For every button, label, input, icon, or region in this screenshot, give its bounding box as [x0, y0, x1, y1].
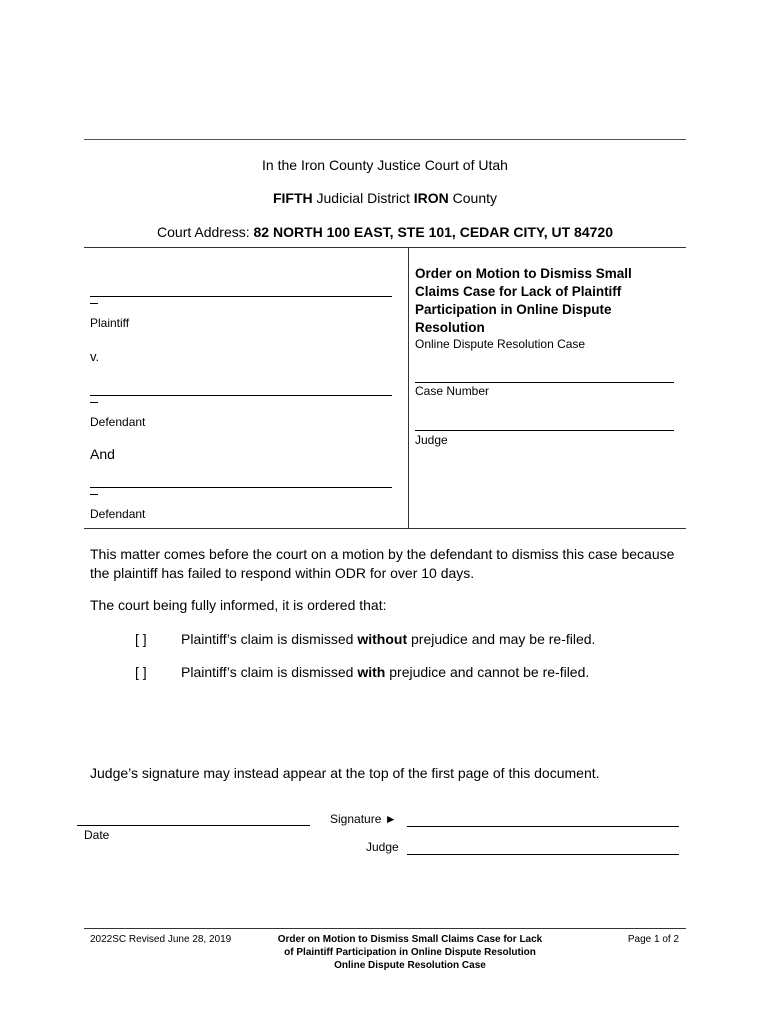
footer-title-line3: Online Dispute Resolution Case: [334, 960, 486, 971]
case-number-line[interactable]: [415, 382, 674, 383]
caption-divider: [408, 247, 409, 529]
top-rule: [84, 139, 686, 140]
signature-label: Signature ►: [330, 812, 397, 826]
defendant2-underscore: [90, 494, 98, 495]
defendant2-label: Defendant: [90, 507, 146, 521]
option-without-checkbox[interactable]: [ ]: [135, 631, 147, 647]
date-line[interactable]: [77, 825, 310, 826]
district-text: Judicial District: [316, 190, 410, 206]
plaintiff-underscore: [90, 303, 98, 304]
signature-note: Judge’s signature may instead appear at the top of the first page of this document.: [90, 765, 600, 781]
district-line: [84, 190, 686, 206]
option-without-bold: without: [357, 631, 408, 647]
option-without-before: Plaintiff’s claim is dismissed: [181, 631, 354, 647]
judge-name-line[interactable]: [415, 430, 674, 431]
defendant1-name-line[interactable]: [90, 395, 392, 396]
motion-paragraph: This matter comes before the court on a motion by the defendant to dismiss this case because the plaintiff has failed to respond within ODR for over 10 days.: [90, 546, 675, 581]
footer-title-line2: of Plaintiff Participation in Online Dispute Resolution: [284, 947, 536, 958]
footer-title-line1: Order on Motion to Dismiss Small Claims Case for Lack: [277, 934, 543, 945]
signature-judge-label: Judge: [366, 840, 399, 854]
option-with-text: [181, 664, 589, 680]
court-address: [84, 224, 686, 240]
order-intro: The court being fully informed, it is ordered that:: [90, 597, 387, 613]
document-subtitle: Online Dispute Resolution Case: [415, 337, 586, 351]
document-title: Order on Motion to Dismiss Small Claims Case for Lack of Plaintiff Participation in Online Dispute Resolution: [415, 266, 632, 335]
option-with-after: prejudice and cannot be re-filed.: [389, 664, 590, 680]
caption-bottom-border: [84, 528, 686, 529]
signature-judge-line[interactable]: [407, 854, 679, 855]
defendant1-label: Defendant: [90, 415, 146, 429]
footer-revision: 2022SC Revised June 28, 2019: [90, 934, 232, 945]
caption-top-border: [84, 247, 686, 248]
address-value: 82 NORTH 100 EAST, STE 101, CEDAR CITY, UT 84720: [253, 224, 613, 240]
footer-title: [260, 933, 560, 972]
caption-judge-label: Judge: [415, 433, 448, 447]
option-with-before: Plaintiff’s claim is dismissed: [181, 664, 354, 680]
option-without-text: [181, 631, 595, 647]
county-name: IRON: [413, 190, 449, 206]
district-number: FIFTH: [272, 190, 313, 206]
footer-page-number: Page 1 of 2: [627, 934, 679, 945]
county-text: County: [452, 190, 498, 206]
signature-line[interactable]: [407, 826, 679, 827]
date-label: Date: [84, 828, 110, 842]
and-label: And: [90, 446, 115, 462]
plaintiff-name-line[interactable]: [90, 296, 392, 297]
defendant1-underscore: [90, 402, 98, 403]
option-with-checkbox[interactable]: [ ]: [135, 664, 147, 680]
defendant2-name-line[interactable]: [90, 487, 392, 488]
option-with-bold: with: [357, 664, 386, 680]
case-number-label: Case Number: [415, 384, 490, 398]
court-name: In the Iron County Justice Court of Utah: [262, 157, 508, 173]
plaintiff-label: Plaintiff: [90, 316, 130, 330]
address-label: Court Address:: [157, 224, 250, 240]
footer-rule: [84, 928, 686, 929]
versus-label: v.: [90, 349, 100, 364]
option-without-after: prejudice and may be re-filed.: [411, 631, 596, 647]
